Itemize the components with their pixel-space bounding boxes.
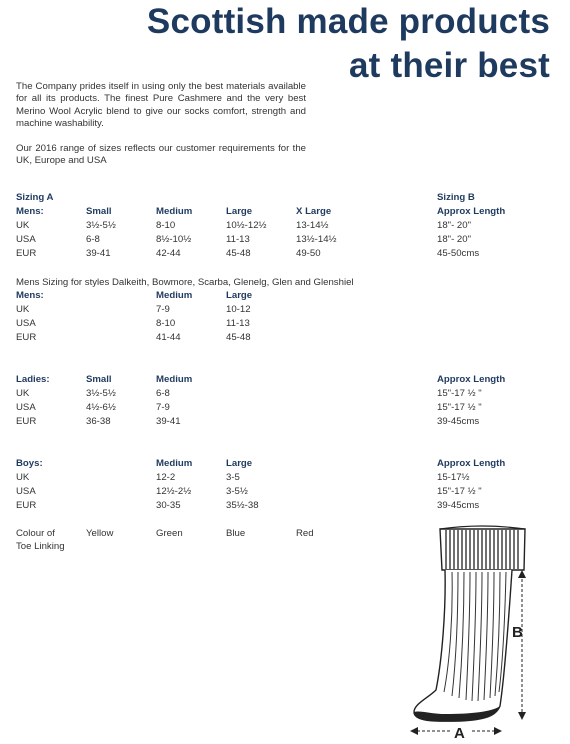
- row-label: EUR: [16, 247, 37, 259]
- title-line-2: at their best: [349, 46, 550, 85]
- mens-styles-note: Mens Sizing for styles Dalkeith, Bowmore, Scarba, Glenelg, Glen and Glenshiel: [16, 277, 354, 288]
- sizing-a-title: Sizing A: [16, 192, 54, 203]
- length-cell: 39-45cms: [437, 499, 480, 511]
- col-medium: Medium: [156, 374, 193, 385]
- colour-green: Green: [156, 528, 183, 539]
- toe-linking-colours: [16, 527, 376, 553]
- col-label: Mens:: [16, 290, 44, 301]
- table-cell: 8-10: [156, 219, 176, 231]
- table-cell: 13-14½: [296, 219, 329, 231]
- table-cell: 10½-12½: [226, 219, 267, 231]
- table-row: [16, 401, 556, 415]
- row-label: EUR: [16, 499, 37, 511]
- table-cell: 12-2: [156, 471, 176, 483]
- table-row: [16, 415, 556, 429]
- table-row: [16, 499, 556, 513]
- table-cell: 6-8: [86, 233, 100, 245]
- colour-label-2: Toe Linking: [16, 541, 65, 552]
- col-small: Small: [86, 374, 112, 385]
- table-cell: 3½-5½: [86, 387, 116, 399]
- table-cell: 4½-6½: [86, 401, 116, 413]
- col-small: Small: [86, 205, 112, 217]
- table-cell: 7-9: [156, 401, 170, 413]
- table-row: [16, 331, 556, 345]
- sock-cuff: [440, 526, 525, 570]
- table-row: [16, 233, 556, 247]
- sizing-b-title: Sizing B: [437, 192, 475, 203]
- label-b: B: [512, 624, 523, 641]
- table-cell: 45-48: [226, 331, 251, 343]
- table-cell: 3½-5½: [86, 219, 116, 231]
- table-cell: 3-5: [226, 471, 240, 483]
- col-label: Ladies:: [16, 374, 50, 385]
- table-cell: 8½-10½: [156, 233, 192, 245]
- col-xlarge: X Large: [296, 205, 332, 217]
- row-label: EUR: [16, 331, 37, 343]
- col-large: Large: [226, 205, 253, 217]
- colour-label: Colour of: [16, 528, 55, 539]
- table-row: [16, 485, 556, 499]
- row-label: USA: [16, 401, 36, 413]
- table-cell: 13½-14½: [296, 233, 337, 245]
- colour-blue: Blue: [226, 528, 246, 539]
- mens-styles-table: [16, 289, 556, 345]
- colour-red: Red: [296, 528, 314, 539]
- col-medium: Medium: [156, 290, 193, 301]
- length-cell: 15"-17 ½ ": [437, 387, 482, 399]
- row-label: UK: [16, 303, 30, 315]
- label-a: A: [454, 725, 465, 742]
- length-cell: 18"- 20": [437, 233, 472, 245]
- col-approx-length: Approx Length: [437, 205, 506, 217]
- dimension-b: [512, 570, 526, 720]
- table-row: [16, 219, 556, 233]
- table-cell: 35½-38: [226, 499, 259, 511]
- length-cell: 15"-17 ½ ": [437, 401, 482, 413]
- length-cell: 15"-17 ½ ": [437, 485, 482, 497]
- length-cell: 39-45cms: [437, 415, 480, 427]
- row-label: USA: [16, 485, 36, 497]
- sock-leg: [414, 570, 512, 721]
- title-line-1: Scottish made products: [146, 2, 550, 41]
- col-medium: Medium: [156, 458, 193, 469]
- row-label: UK: [16, 219, 30, 231]
- table-cell: 11-13: [226, 317, 250, 329]
- sizing-a-table: [16, 191, 556, 260]
- table-cell: 39-41: [156, 415, 181, 427]
- table-cell: 49-50: [296, 247, 321, 259]
- table-cell: 7-9: [156, 303, 170, 315]
- table-cell: 45-48: [226, 247, 251, 259]
- page-title: [10, 0, 550, 88]
- dimension-a: [410, 724, 502, 742]
- table-row: [16, 247, 556, 261]
- col-medium: Medium: [156, 205, 193, 217]
- row-label: USA: [16, 233, 36, 245]
- col-approx-length: Approx Length: [437, 458, 506, 469]
- intro-paragraph-1: The Company prides itself in using only the best materials available for all its products. The finest Pure Cashmere and the very best Merino Wool Acrylic blend to give our socks comfort, strength and machine washability.: [16, 81, 306, 130]
- table-cell: 36-38: [86, 415, 111, 427]
- col-approx-length: Approx Length: [437, 374, 506, 385]
- table-cell: 10-12: [226, 303, 251, 315]
- table-cell: 41-44: [156, 331, 181, 343]
- row-label: UK: [16, 387, 30, 399]
- table-cell: 42-44: [156, 247, 181, 259]
- ladies-table: [16, 373, 556, 429]
- length-cell: 18"- 20": [437, 219, 472, 231]
- table-cell: 12½-2½: [156, 485, 192, 497]
- table-row: [16, 471, 556, 485]
- col-label: Mens:: [16, 205, 44, 217]
- table-cell: 30-35: [156, 499, 181, 511]
- table-row: [16, 387, 556, 401]
- table-cell: 3-5½: [226, 485, 248, 497]
- length-cell: 45-50cms: [437, 247, 480, 259]
- length-cell: 15-17½: [437, 471, 470, 483]
- table-cell: 8-10: [156, 317, 176, 329]
- colour-yellow: Yellow: [86, 528, 114, 539]
- table-cell: 39-41: [86, 247, 111, 259]
- row-label: USA: [16, 317, 36, 329]
- table-cell: 11-13: [226, 233, 250, 245]
- table-row: [16, 317, 556, 331]
- table-cell: 6-8: [156, 387, 170, 399]
- col-large: Large: [226, 290, 253, 301]
- intro-paragraph-2: Our 2016 range of sizes reflects our customer requirements for the UK, Europe and USA: [16, 142, 306, 167]
- table-row: [16, 303, 556, 317]
- intro-text: [16, 81, 306, 179]
- row-label: UK: [16, 471, 30, 483]
- boys-table: [16, 457, 556, 513]
- row-label: EUR: [16, 415, 37, 427]
- col-label: Boys:: [16, 458, 43, 469]
- sock-diagram: [400, 520, 550, 744]
- col-large: Large: [226, 458, 253, 469]
